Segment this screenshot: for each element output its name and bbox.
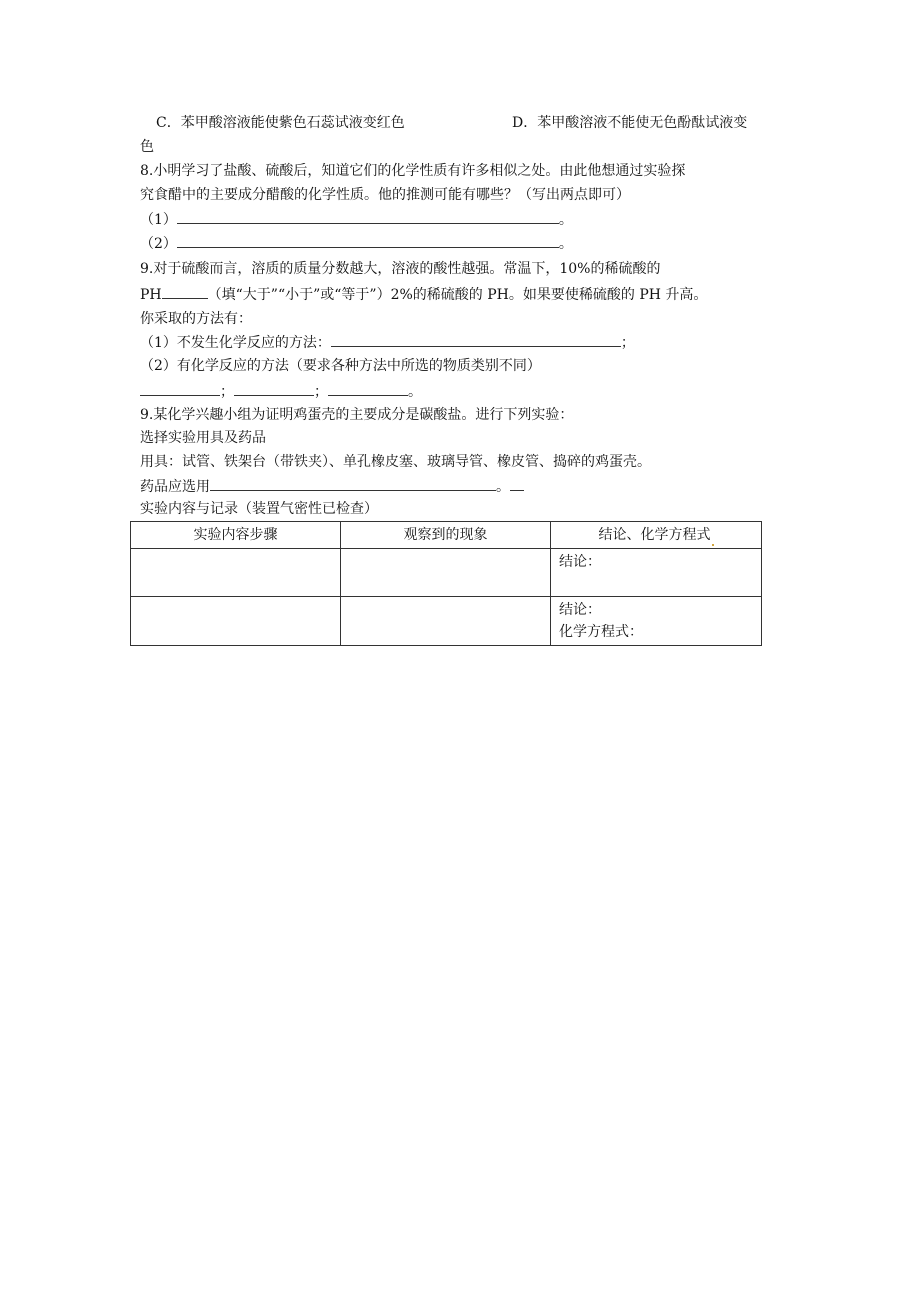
q8-text-line1: 8.小明学习了盐酸、硫酸后，知道它们的化学性质有许多相似之处。由此他想通过实验探 <box>140 163 686 179</box>
q9a-text-line2 <box>140 283 707 306</box>
header-conclusion-text: 结论、化学方程式 <box>598 527 711 543</box>
q9a-text-line1: 9.对于硫酸而言，溶质的质量分数越大，溶液的酸性越强。常温下，10%的稀硫酸的 <box>140 261 661 277</box>
row2-conclusion-label: 结论： <box>559 602 601 618</box>
q9b-text-line3: 用具：试管、铁架台（带铁夹）、单孔橡皮塞、玻璃导管、橡皮管、捣碎的鸡蛋壳。 <box>140 454 651 470</box>
q9a-method2-answers <box>140 380 422 403</box>
q9a-method-2: （2）有化学反应的方法（要求各种方法中所选的物质类别不同） <box>140 358 541 374</box>
q9b-text-line2: 选择实验用具及药品 <box>140 430 266 446</box>
q9a-method1-label: （1）不发生化学反应的方法： <box>140 335 331 351</box>
q8-item2-label: （2） <box>140 236 177 252</box>
q9a-method1-blank[interactable] <box>331 331 621 347</box>
q9b-text-line5: 实验内容与记录（装置气密性已检查） <box>140 501 378 517</box>
header-steps: 实验内容步骤 <box>131 522 341 549</box>
q9b-chemicals-label: 药品应选用 <box>140 479 210 495</box>
table-header-row <box>131 522 762 549</box>
header-observations: 观察到的现象 <box>341 522 551 549</box>
q8-item1-end: 。 <box>558 212 573 228</box>
q9b-chemicals-blank[interactable] <box>210 475 496 491</box>
q8-answer-1-blank[interactable] <box>177 208 559 224</box>
option-c: C．苯甲酸溶液能使紫色石蕊试液变红色 <box>156 115 405 131</box>
q9b-chemicals-line <box>140 475 524 498</box>
q8-answer-2 <box>140 232 573 255</box>
q8-item2-end: 。 <box>558 236 573 252</box>
q9a-method2-blank-2[interactable] <box>234 380 314 396</box>
row2-steps-cell[interactable] <box>131 597 341 646</box>
table-row <box>131 597 762 646</box>
stray-mark-icon <box>712 544 714 546</box>
option-d-continued: 色 <box>140 139 154 155</box>
q9a-ph-suffix: （填“大于”“小于”或“等于”）2%的稀硫酸的 PH。如果要使稀硫酸的 PH 升高。 <box>207 287 708 303</box>
q9a-method2-end: 。 <box>408 384 422 400</box>
q9b-text-line1: 9.某化学兴趣小组为证明鸡蛋壳的主要成分是碳酸盐。进行下列实验： <box>140 407 574 423</box>
q9a-method-1 <box>140 331 635 354</box>
option-d: D．苯甲酸溶液不能使无色酚酞试液变 <box>512 115 748 131</box>
q8-item1-label: （1） <box>140 212 177 228</box>
q9a-method2-blank-3[interactable] <box>328 380 408 396</box>
q9a-sep-1: ； <box>220 384 234 400</box>
q9a-ph-prefix: PH <box>140 287 162 303</box>
row1-observations-cell[interactable] <box>341 549 551 597</box>
table-row <box>131 549 762 597</box>
row2-conclusion-cell[interactable] <box>551 597 762 646</box>
q8-answer-1 <box>140 208 573 231</box>
q9a-text-line3: 你采取的方法有： <box>140 311 252 327</box>
q9a-method1-end: ； <box>620 335 635 351</box>
row1-conclusion-label: 结论： <box>559 554 601 570</box>
q9b-chemicals-end: 。 <box>496 479 510 495</box>
row1-steps-cell[interactable] <box>131 549 341 597</box>
row2-equation-label: 化学方程式： <box>559 624 643 640</box>
header-conclusion <box>551 522 762 549</box>
q8-text-line2: 究食醋中的主要成分醋酸的化学性质。他的推测可能有哪些？（写出两点即可） <box>140 187 630 203</box>
q9a-ph-blank[interactable] <box>162 283 208 299</box>
row2-observations-cell[interactable] <box>341 597 551 646</box>
q9b-chemicals-tail <box>510 475 524 491</box>
experiment-record-table <box>130 521 762 646</box>
q8-answer-2-blank[interactable] <box>177 232 559 248</box>
row1-conclusion-cell[interactable] <box>551 549 762 597</box>
q9a-sep-2: ； <box>314 384 328 400</box>
q9a-method2-blank-1[interactable] <box>140 380 220 396</box>
